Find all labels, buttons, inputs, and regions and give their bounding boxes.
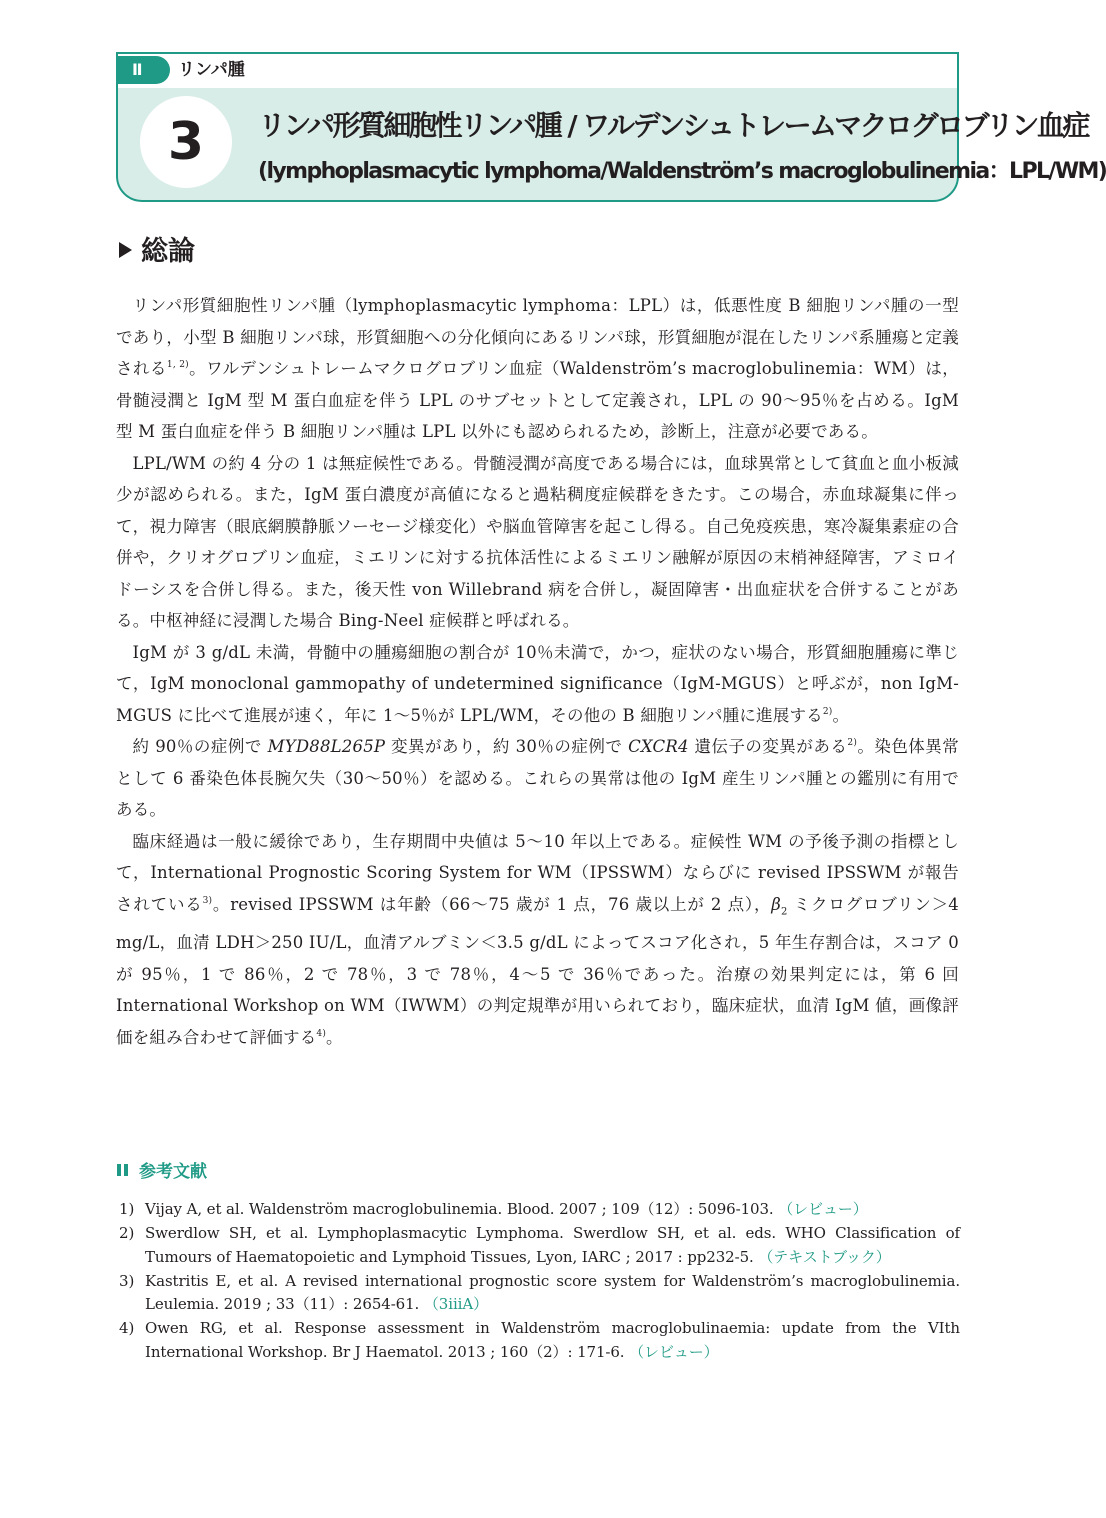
citation: 3): [202, 895, 213, 906]
reference-text: Owen RG, et al. Response assessment in Waldenström macroglobulinaemia: update from the VIth International Workshop. Br J Haematol. 2013 ; 160（2）: 171-6.: [145, 1319, 960, 1361]
reference-text: Vijay A, et al. Waldenström macroglobulinemia. Blood. 2007 ; 109（12）: 5096-103.: [145, 1200, 779, 1218]
reference-item: [119, 1270, 960, 1317]
citation: 4): [316, 1028, 327, 1039]
p3-text-a: IgM が 3 g/dL 未満，骨髄中の腫瘍細胞の割合が 10％未満で，かつ，症状のない場合，形質細胞腫瘍に準じて，IgM monoclonal gammopathy of undetermined significance（IgM-MGUS）と呼ぶが，non IgM-MGUS に比べて進展が速く，年に 1〜5％が LPL/WM，その他の B 細胞リンパ腫に進展する: [116, 642, 959, 725]
reference-text: Swerdlow SH, et al. Lymphoplasmacytic Lymphoma. Swerdlow SH, et al. eds. WHO Classification of Tumours of Haematopoietic and Lymphoid Tissues, Lyon, IARC ; 2017 : pp232-5.: [145, 1224, 960, 1266]
gene-name: MYD88L265P: [267, 737, 386, 756]
citation: 1, 2): [166, 360, 189, 370]
chapter-header: [116, 52, 1106, 202]
reference-number: 3): [119, 1271, 135, 1290]
paragraph-1: [116, 290, 959, 448]
reference-item: [119, 1198, 960, 1222]
reference-tag: （レビュー）: [629, 1342, 719, 1361]
p5-text-b: 。revised IPSSWM は年齢（66〜75 歳が 1 点，76 歳以上が 2 点），: [212, 894, 772, 914]
p5-text-d: 。: [326, 1027, 343, 1047]
references-heading-text: 参考文献: [139, 1162, 207, 1182]
section-name: リンパ腫: [178, 60, 245, 80]
p1-text-a: リンパ形質細胞性リンパ腫（lymphoplasmacytic lymphoma：LPL）は，低悪性度 B 細胞リンパ腫の一型であり，小型 B 細胞リンパ球，形質細胞への分化傾向にあるリンパ球，形質細胞が混在したリンパ系腫瘍と定義される: [116, 296, 959, 378]
paragraph-2: LPL/WM の約 4 分の 1 は無症候性である。骨髄浸潤が高度である場合には，血球異常として貧血と血小板減少が認められる。また，IgM 蛋白濃度が高値になると過粘稠度症候群をきたす。この場合，赤血球凝集に伴って，視力障害（眼底網膜静脈ソーセージ様変化）や脳血管障害を起こし得る。自己免疫疾患，寒冷凝集素症の合併や，クリオグロブリン血症，ミエリンに対する抗体活性によるミエリン融解が原因の末梢神経障害，アミロイドーシスを合併し得る。また，後天性 von Willebrand 病を合併し，凝固障害・出血症状を合併することがある。中枢神経に浸潤した場合 Bing-Neel 症候群と呼ばれる。: [116, 453, 959, 630]
p4-text-d: 。染色体異常として 6 番染色体長腕欠失（30〜50％）を認める。これらの異常は他の IgM 産生リンパ腫との鑑別に有用である。: [116, 737, 959, 819]
beta-symbol: β: [771, 894, 782, 914]
p5-text-c: ミクログロブリン＞4 mg/L，血清 LDH＞250 IU/L，血清アルブミン＜3.5 g/dL によってスコア化され，5 年生存割合は，スコア 0 が 95％，1 で 86％，2 で 78％，3 で 78％，4〜5 で 36％であった。治療の効果判定には，第 6 回 International Workshop on WM（IWWM）の判定規準が用いられており，臨床症状，血清 IgM 値，画像評価を組み合わせて評価する: [116, 894, 959, 1047]
reference-list: [119, 1198, 960, 1365]
paragraph-4: [116, 731, 959, 826]
overview-body: [116, 290, 959, 1053]
p4-text-c: 遺伝子の変異がある: [688, 737, 848, 756]
p4-text-a: 約 90％の症例で: [132, 737, 268, 756]
p1-text-b: 。ワルデンシュトレームマクログロブリン血症（Waldenström’s macroglobulinemia：WM）は，骨髄浸潤と IgM 型 M 蛋白血症を伴う LPL のサブセットとして定義され，LPL の 90〜95％を占める。IgM 型 M 蛋白血症を伴う B 細胞リンパ腫は LPL 以外にも認められるため，診断上，注意が必要である。: [116, 359, 959, 441]
reference-tag: （3iiiA）: [423, 1295, 488, 1313]
p5-text-a: 臨床経過は一般に緩徐であり，生存期間中央値は 5〜10 年以上である。症候性 WM の予後予測の指標として，International Prognostic Scoring System for WM（IPSSWM）ならびに revised IPSSWM が報告されている: [116, 831, 959, 914]
chapter-title-en: (lymphoplasmacytic lymphoma/Waldenström’s macroglobulinemia：LPL/WM): [258, 159, 1106, 184]
gene-name: CXCR4: [628, 737, 689, 756]
reference-item: [119, 1317, 960, 1364]
p3-text-b: 。: [832, 705, 850, 725]
chapter-title-ja: リンパ形質細胞性リンパ腫 / ワルデンシュトレームマクログロブリン血症: [258, 109, 1088, 142]
reference-number: 4): [119, 1319, 135, 1337]
overview-heading-text: 総論: [141, 236, 195, 267]
reference-tag: （テキストブック）: [758, 1247, 891, 1266]
reference-tag: （レビュー）: [778, 1200, 868, 1218]
citation: 2): [822, 706, 833, 717]
reference-item: [119, 1222, 960, 1269]
paragraph-3: [116, 637, 959, 732]
header-top-strip: [118, 54, 957, 88]
part-number-badge: Ⅱ: [118, 56, 170, 84]
overview-heading: [119, 232, 195, 272]
reference-text: Kastritis E, et al. A revised international prognostic score system for Waldenström’s macroglobulinemia. Leulemia. 2019 ; 33（11）: 2654-61.: [145, 1271, 960, 1313]
double-bar-icon: [117, 1158, 131, 1184]
beta-subscript: 2: [781, 905, 788, 917]
p4-text-b: 変異があり，約 30％の症例で: [385, 737, 629, 756]
reference-number: 2): [119, 1224, 135, 1242]
chapter-number: 3: [140, 96, 232, 188]
references-heading: [117, 1158, 207, 1185]
reference-number: 1): [119, 1200, 135, 1218]
paragraph-5: [116, 826, 959, 1054]
triangle-bullet-icon: [119, 242, 132, 258]
citation: 2): [847, 738, 858, 748]
